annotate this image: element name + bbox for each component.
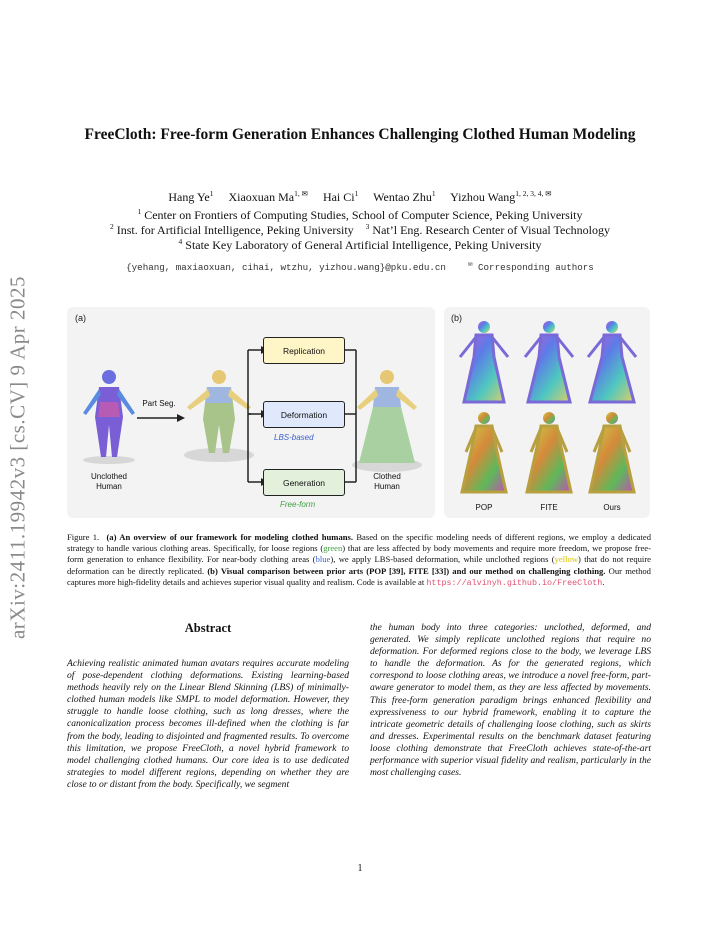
segmented-human-figure xyxy=(187,370,251,453)
arxiv-sidebar: arXiv:2411.19942v3 [cs.CV] 9 Apr 2025 xyxy=(5,275,30,640)
figure-caption: Figure 1. (a) An overview of our framework for modeling clothed humans. Based on the specific modeling needs of different regions, we employ a dedicated strategy to handle various clothing areas. Specifically, for loose regions (green) that are less affected by body movements and require more freedom, we propose free-form generation to enhance flexibility. For near-body clothing areas (blue), we apply LBS-based deformation, while unclothed regions (yellow) that do not require deformation can be directly replicated. (b) Visual comparison between prior arts (POP [39], FITE [33]) and our method on challenging clothing. Our method captures more high-fidelity details and achieves superior visual quality and realism. Code is available at https://alvinyh.github.io/FreeCloth. xyxy=(67,532,651,588)
pop-label: POP xyxy=(475,503,493,512)
clothed-human-label: Clothed Human xyxy=(373,472,401,491)
author: Wentao Zhu$^1$ xyxy=(373,189,436,204)
panel-a-label: (a) xyxy=(75,313,86,323)
free-form-label: Free-form xyxy=(280,500,316,509)
part-seg-label: Part Seg. xyxy=(142,399,176,408)
paper-title: FreeCloth: Free-form Generation Enhances Challenging Clothed Human Modeling xyxy=(84,126,636,143)
figure-panel-a xyxy=(67,307,435,518)
ours-bottom-render xyxy=(590,412,634,492)
page-number: 1 xyxy=(357,863,363,874)
replication-box: Replication xyxy=(263,337,345,364)
author: Xiaoxuan $Ma^{1, ✉}$ xyxy=(228,189,308,204)
clothed-human-figure xyxy=(357,370,417,463)
author: Yizhou Wang$^{1, 2, 3, 4, ✉}$ xyxy=(450,189,552,204)
comparison-renders xyxy=(444,307,650,518)
code-link[interactable]: https://alvinyh.github.io/FreeCloth xyxy=(426,577,603,588)
abstract-left-column: Achieving realistic animated human avatars requires accurate modeling of pose-dependent clothing deformations. Existing learning-based methods heavily rely on the Linear Blend Skinning (LBS) of minimally-clothed human models like SMPL to model deformation. However, they struggle to handle loose clothing, such as long dresses, where the canonicalization process becomes ill-defined when the clothing is far from the body, leading to disjointed and fragmented results. To overcome this limitation, we propose FreeCloth, a novel hybrid framework to model challenging clothed humans. Our core idea is to use dedicated strategies to model different regions, depending on whether they are close to or distant from the body. Specifically, we segment xyxy=(67,658,349,790)
ours-top-render xyxy=(588,321,636,402)
fite-top-render xyxy=(525,321,573,402)
panel-b-label: (b) xyxy=(451,313,462,323)
author: Hang Ye$^1$ xyxy=(168,189,214,204)
author-list xyxy=(60,190,660,205)
abstract-heading: Abstract xyxy=(184,621,232,635)
affiliation-4: $^4$ State Key Laboratory of General Artificial Intelligence, Peking University xyxy=(178,237,542,252)
generation-box: Generation xyxy=(263,469,345,496)
affiliation-2-3: $^2$ Inst. for Artificial Intelligence, Peking University $^3$ Nat’l Eng. Research Center of Visual Technology xyxy=(109,222,611,237)
figure-panel-b xyxy=(444,307,650,518)
unclothed-human-figure xyxy=(83,370,135,457)
fite-bottom-render xyxy=(527,412,571,492)
lbs-based-label: LBS-based xyxy=(274,433,314,442)
fite-label: FITE xyxy=(540,503,558,512)
unclothed-human-label: Unclothed Human xyxy=(90,472,128,491)
ours-label: Ours xyxy=(603,503,621,512)
pop-bottom-render xyxy=(462,412,506,492)
abstract-right-column: the human body into three categories: unclothed, deformed, and generated. We simply replicate unclothed regions that require no deformation. For deformed regions close to the body, we leverage LBS to handle the deformation. As for the generated regions, which correspond to loose clothing areas, we introduce a novel free-form, part-aware generator to model them, as they are less affected by movements. This free-form generation paradigm brings enhanced flexibility and expressiveness to our hybrid framework, enabling it to capture the intricate geometric details of challenging loose clothing, such as skirts and dresses. Experimental results on the benchmark dataset featuring loose clothing demonstrate that FreeCloth achieves state-of-the-art performance with superior visual fidelity and realism, particularly in the most challenging cases. xyxy=(370,622,651,779)
author: Hai Ci$^1$ xyxy=(322,189,359,204)
email-line: {yehang, maxiaoxuan, cihai, wtzhu, yizhou.wang}@pku.edu.cn ✉ Corresponding authors xyxy=(126,260,594,273)
deformation-box: Deformation xyxy=(263,401,345,428)
pop-top-render xyxy=(460,321,508,402)
affiliation-1: $^1$ Center on Frontiers of Computing Studies, School of Computer Science, Peking University xyxy=(137,207,583,222)
